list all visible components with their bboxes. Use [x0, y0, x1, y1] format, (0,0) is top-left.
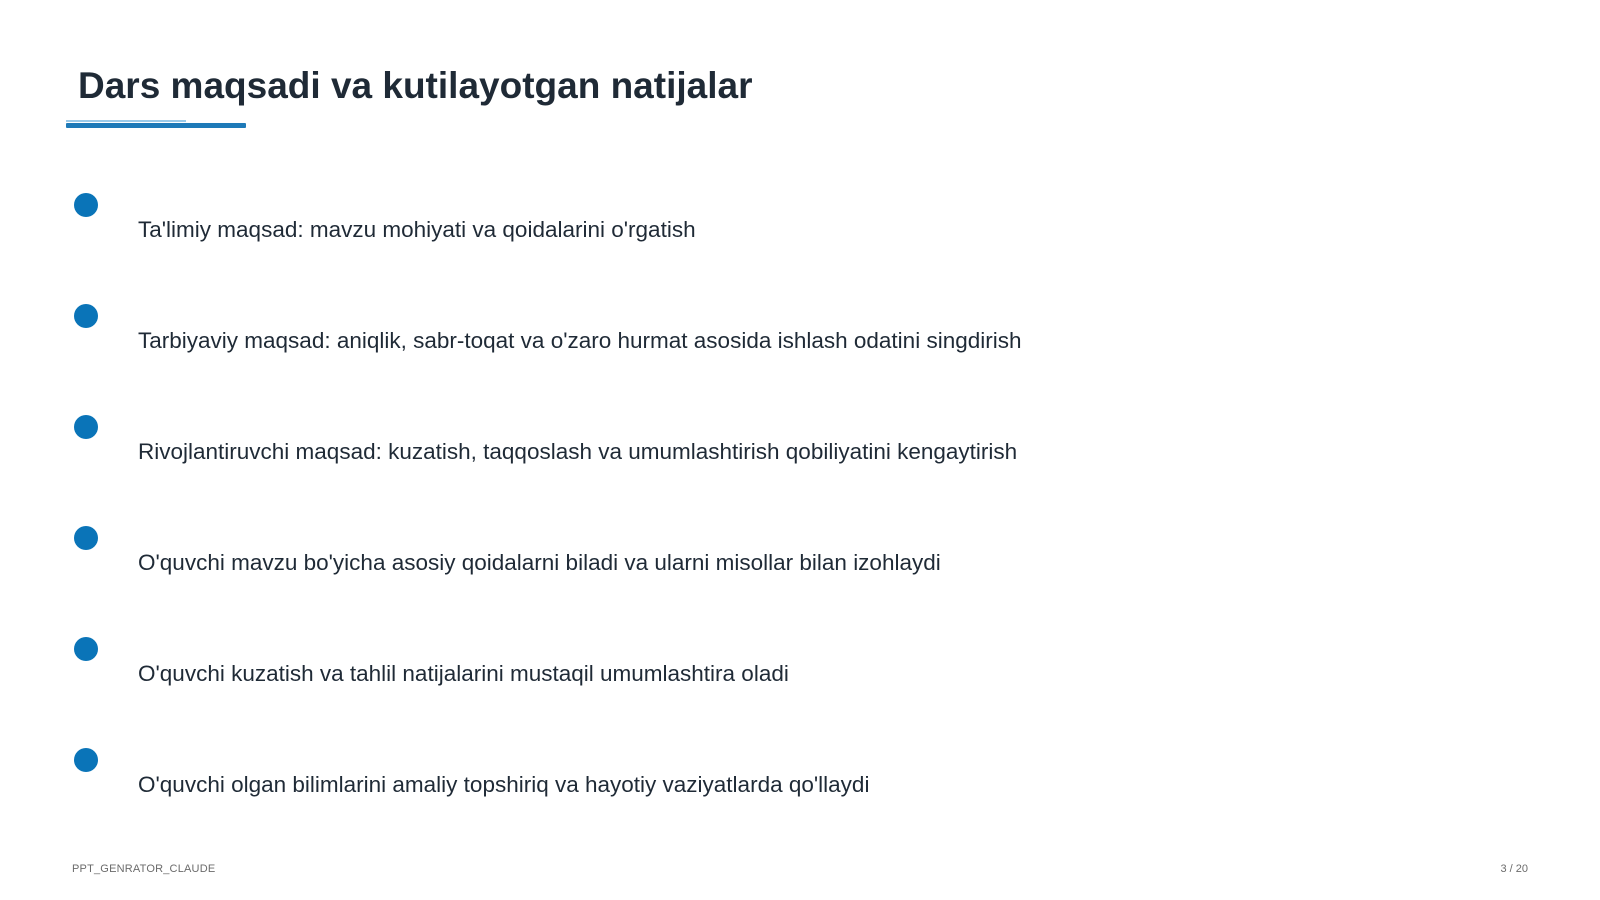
- bullet-dot-icon: [74, 637, 98, 661]
- bullet-text: Rivojlantiruvchi maqsad: kuzatish, taqqoslash va umumlashtirish qobiliyatini kengaytirish: [138, 439, 1018, 464]
- bullet-text: Tarbiyaviy maqsad: aniqlik, sabr-toqat va o'zaro hurmat asosida ishlash odatini singdirish: [138, 328, 1022, 353]
- bullet-item: [0, 526, 1500, 586]
- bullet-dot-icon: [74, 415, 98, 439]
- bullet-dot-icon: [74, 526, 98, 550]
- slide-title: Dars maqsadi va kutilayotgan natijalar: [78, 65, 753, 106]
- footer-brand: PPT_GENRATOR_CLAUDE: [72, 863, 216, 875]
- bullet-item: [0, 748, 1500, 808]
- page-number: 3 / 20: [1500, 863, 1528, 875]
- bullet-text: O'quvchi mavzu bo'yicha asosiy qoidalarni biladi va ularni misollar bilan izohlaydi: [138, 550, 941, 575]
- bullet-item: [0, 415, 1500, 475]
- bullet-item: [0, 193, 1500, 253]
- bullet-dot-icon: [74, 304, 98, 328]
- bullet-item: [0, 637, 1500, 697]
- bullet-dot-icon: [74, 193, 98, 217]
- bullet-dot-icon: [74, 748, 98, 772]
- bullet-item: [0, 304, 1500, 364]
- bullet-text: O'quvchi kuzatish va tahlil natijalarini mustaqil umumlashtira oladi: [138, 661, 789, 686]
- bullet-text: Ta'limiy maqsad: mavzu mohiyati va qoidalarini o'rgatish: [138, 217, 696, 242]
- bullet-text: O'quvchi olgan bilimlarini amaliy topshiriq va hayotiy vaziyatlarda qo'llaydi: [138, 772, 870, 797]
